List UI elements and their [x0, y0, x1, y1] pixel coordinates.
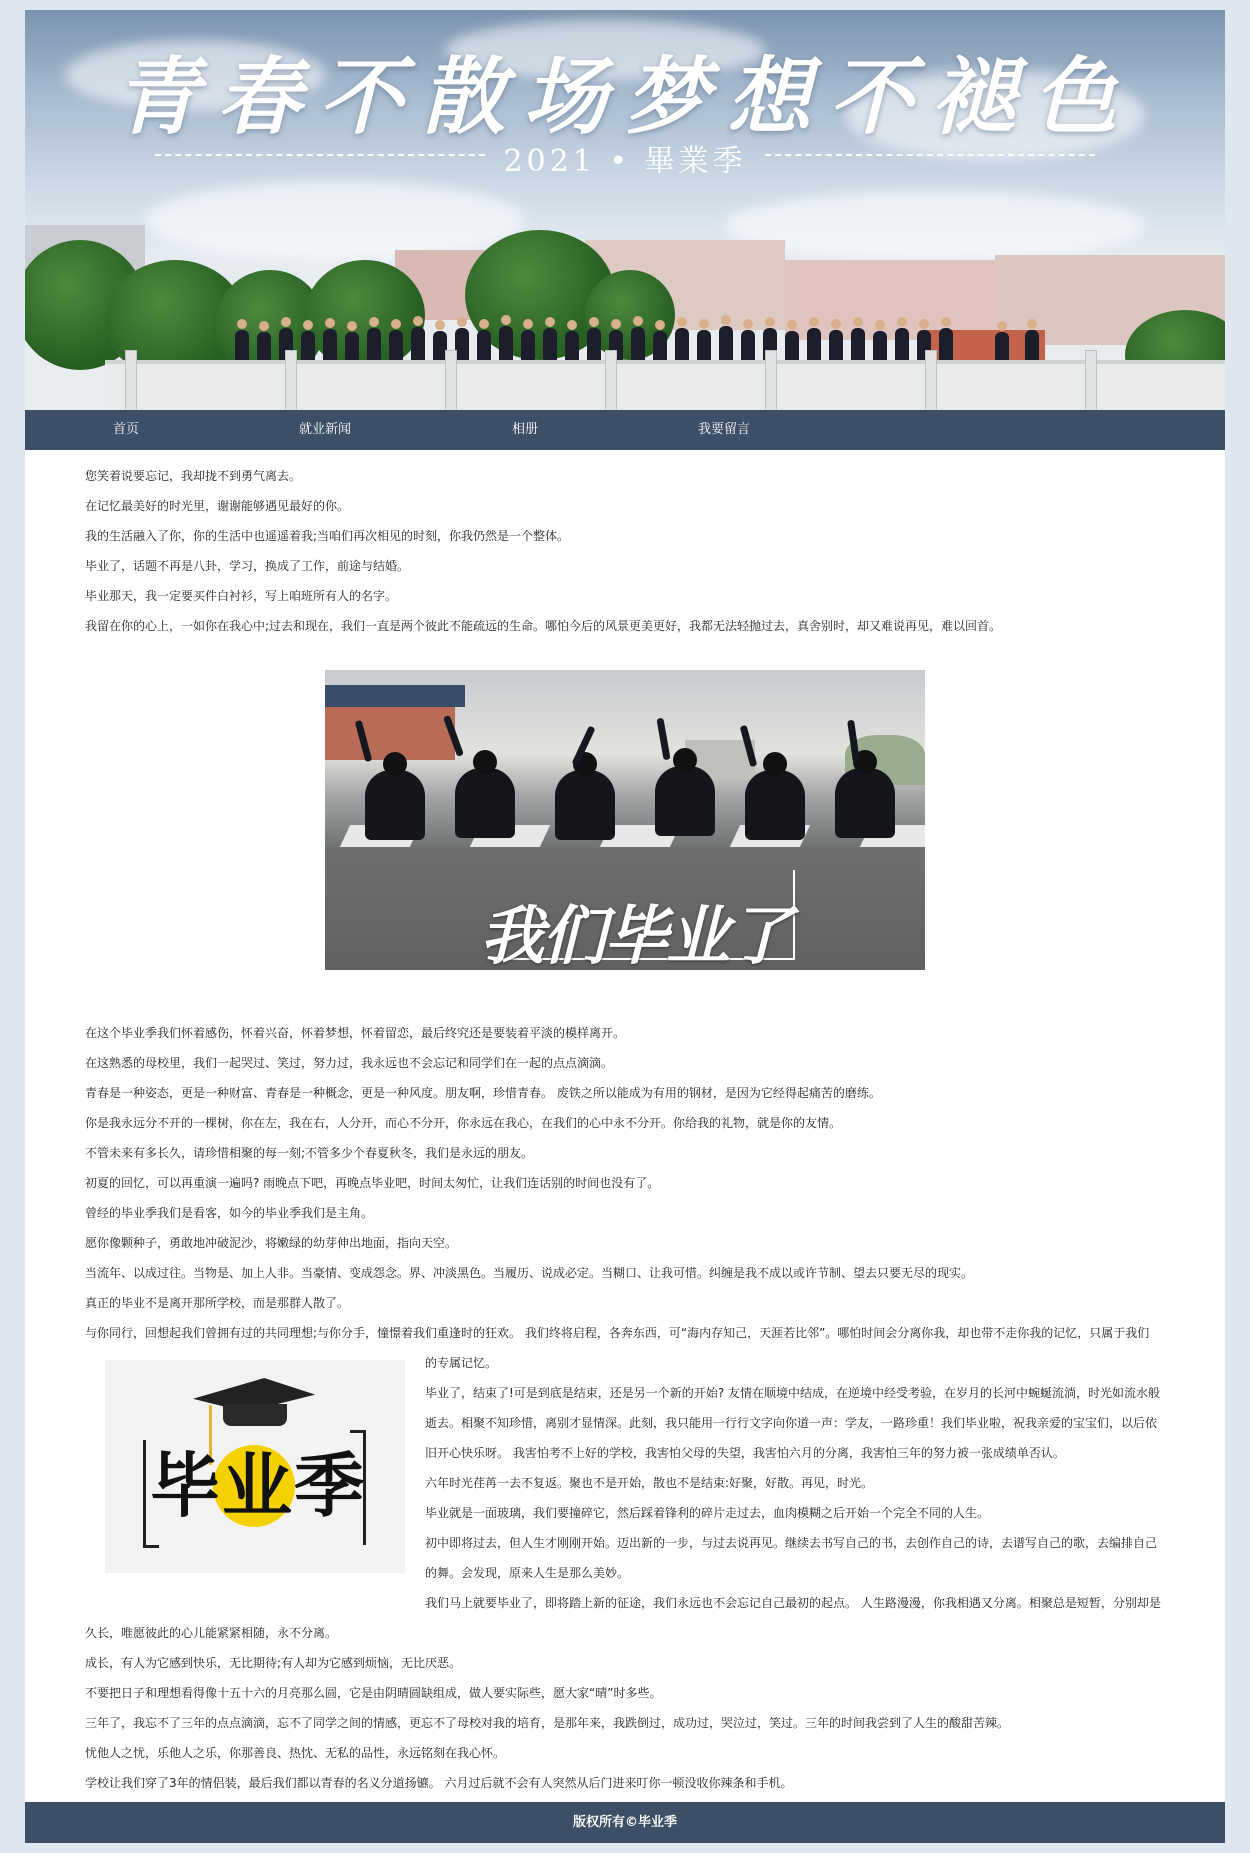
body-paragraph: 青春是一种姿态，更是一种财富、青春是一种概念，更是一种风度。朋友啊，珍惜青春。 废铁之所以能成为有用的钢材，是因为它经得起痛苦的磨练。	[85, 1086, 881, 1100]
divider-right	[765, 154, 1095, 156]
graduation-season-logo	[105, 1360, 405, 1573]
banner-image	[25, 10, 1225, 410]
nav-leave-message[interactable]: 我要留言	[698, 422, 751, 437]
body-paragraph: 不管未来有多长久，请珍惜相聚的每一刻;不管多少个春夏秋冬，我们是永远的朋友。	[85, 1146, 534, 1160]
logo-text: 毕业季	[150, 1445, 366, 1527]
body-paragraph: 在这熟悉的母校里，我们一起哭过、笑过，努力过，我永远也不会忘记和同学们在一起的点点滴滴。	[85, 1056, 614, 1070]
wrapped-paragraph: 六年时光荏苒一去不复返。聚也不是开始，散也不是结束:好聚，好散。再见，时光。	[425, 1476, 874, 1490]
body-paragraph: 在这个毕业季我们怀着感伤，怀着兴奋，怀着梦想，怀着留恋，最后终究还是要装着平淡的模样离开。	[85, 1026, 626, 1040]
closing-paragraph: 忧他人之忧，乐他人之乐，你那善良、热忱、无私的品性，永远铭刻在我心怀。	[85, 1746, 506, 1760]
intro-paragraph: 我留在你的心上，一如你在我心中;过去和现在，我们一直是两个彼此不能疏远的生命。哪怕今后的风景更美更好，我都无法轻抛过去，真舍别时，却又难说再见，难以回首。	[85, 619, 1002, 633]
intro-paragraph: 我的生活融入了你，你的生活中也遥遥着我;当咱们再次相见的时刻，你我仍然是一个整体。	[85, 529, 570, 543]
body-paragraph: 初夏的回忆，可以再重演一遍吗? 雨晚点下吧，再晚点毕业吧，时间太匆忙，让我们连话别的时间也没有了。	[85, 1176, 660, 1190]
closing-paragraph: 学校让我们穿了3年的情侣装，最后我们都以青春的名义分道扬镳。 六月过后就不会有人突然从后门进来叮你一顿没收你辣条和手机。	[85, 1776, 793, 1790]
intro-paragraph: 毕业那天，我一定要买件白衬衫，写上咱班所有人的名字。	[85, 589, 398, 603]
intro-paragraph: 您笑着说要忘记，我却拢不到勇气离去。	[85, 469, 302, 483]
footer-copyright: 版权所有©毕业季	[25, 1802, 1225, 1843]
closing-paragraph: 三年了，我忘不了三年的点点滴滴，忘不了同学之间的情感，更忘不了母校对我的培育，是那年来，我跌倒过，成功过，哭泣过，笑过。三年的时间我尝到了人生的酸甜苦辣。	[85, 1716, 1010, 1730]
wrapped-paragraph: 久长，唯愿彼此的心儿能紧紧相随，永不分离。	[85, 1626, 338, 1640]
nav-job-news[interactable]: 就业新闻	[299, 422, 352, 437]
nav-album[interactable]: 相册	[512, 422, 539, 437]
banner-subtitle: 2021 • 畢業季	[503, 144, 747, 179]
wrapped-paragraph: 我们马上就要毕业了，即将踏上新的征途，我们永远也不会忘记自己最初的起点。 人生路漫漫，你我相遇又分离。相聚总是短暂，分别却是	[425, 1596, 1161, 1610]
closing-paragraph: 不要把日子和理想看得像十五十六的月亮那么圆，它是由阴晴圆缺组成，做人要实际些，愿大家“晴”时多些。	[85, 1686, 662, 1700]
intro-paragraph: 在记忆最美好的时光里，谢谢能够遇见最好的你。	[85, 499, 350, 513]
wrapped-paragraph: 的专属记忆。	[425, 1356, 498, 1370]
page	[25, 10, 1225, 1843]
wrapped-paragraph: 毕业了，结束了!可是到底是结束，还是另一个新的开始? 友情在顺境中结成，在逆境中经受考验，在岁月的长河中蜿蜒流淌，时光如流水般	[425, 1386, 1160, 1400]
body-paragraph: 真正的毕业不是离开那所学校，而是那群人散了。	[85, 1296, 350, 1310]
closing-paragraph: 成长，有人为它感到快乐，无比期待;有人却为它感到烦恼，无比厌恶。	[85, 1656, 462, 1670]
nav-home[interactable]: 首页	[113, 422, 140, 437]
main-nav	[25, 410, 1225, 450]
wrapped-paragraph: 逝去。相聚不知珍惜，离别才显情深。此刻，我只能用一行行文字向你道一声：学友，一路珍重！我们毕业啦，祝我亲爱的宝宝们，以后依	[425, 1416, 1158, 1430]
wrapped-paragraph: 旧开心快乐呀。 我害怕考不上好的学校，我害怕父母的失望，我害怕六月的分离，我害怕三年的努力被一张成绩单否认。	[425, 1446, 1065, 1460]
intro-paragraph: 毕业了，话题不再是八卦，学习，换成了工作，前途与结婚。	[85, 559, 410, 573]
body-paragraph: 你是我永远分不开的一棵树，你在左，我在右，人分开，而心不分开，你永远在我心，在我们的心中永不分开。你给我的礼物，就是你的友情。	[85, 1116, 842, 1130]
body-paragraph: 与你同行，回想起我们曾拥有过的共同理想;与你分手，憧憬着我们重逢时的狂欢。 我们终将启程，各奔东西，可“海内存知己，天涯若比邻”。哪怕时间会分离你我，却也带不走你我的记忆，只属于我们	[85, 1326, 1150, 1340]
body-paragraph: 曾经的毕业季我们是看客，如今的毕业季我们是主角。	[85, 1206, 374, 1220]
photo-caption: 我们毕业了	[480, 899, 790, 970]
wrapped-paragraph: 的舞。会发现，原来人生是那么美妙。	[425, 1566, 630, 1580]
graduation-photo	[325, 670, 925, 970]
wrapped-paragraph: 毕业就是一面玻璃，我们要撞碎它，然后踩着锋利的碎片走过去，血肉模糊之后开始一个完全不同的人生。	[425, 1506, 990, 1520]
wrapped-paragraph: 初中即将过去，但人生才刚刚开始。迈出新的一步，与过去说再见。继续去书写自己的书，去创作自己的诗，去谱写自己的歌，去编排自己	[425, 1536, 1158, 1550]
body-paragraph: 愿你像颗种子，勇敢地冲破泥沙，将嫩绿的幼芽伸出地面，指向天空。	[85, 1236, 458, 1250]
banner-title: 青春不散场梦想不褪色	[114, 47, 1135, 146]
body-paragraph: 当流年、以成过往。当物是、加上人非。当豪情、变成怨念。界、冲淡黑色。当履历、说成必定。当糊口、让我可惜。纠缠是我不成以或许节制、望去只要无尽的现实。	[85, 1266, 974, 1280]
